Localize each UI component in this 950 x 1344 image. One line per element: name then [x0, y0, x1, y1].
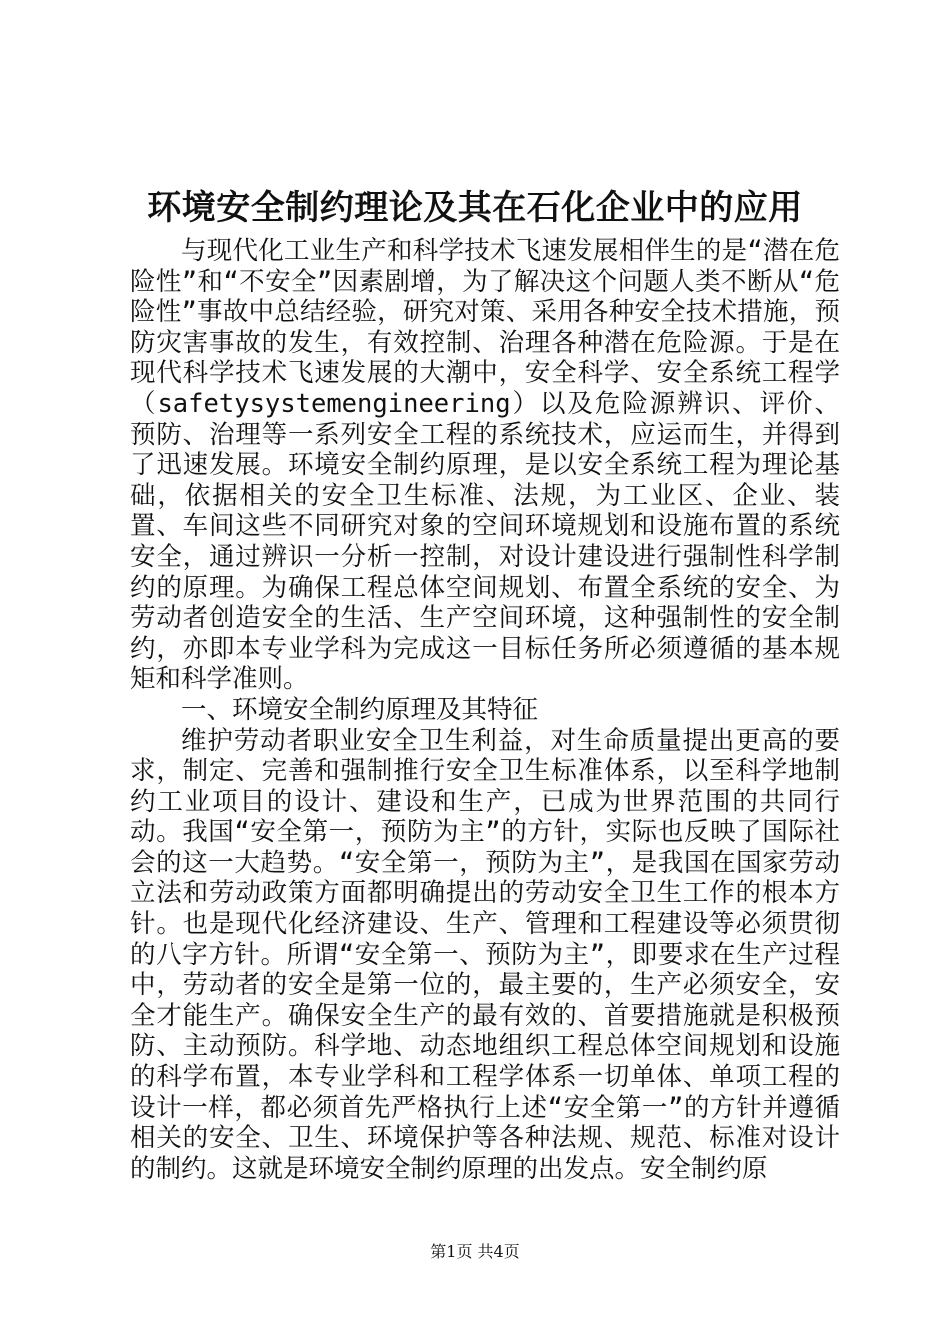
section-heading: 一、环境安全制约原理及其特征 — [181, 694, 539, 725]
page-footer: 第1页 共4页 — [430, 1242, 520, 1261]
paragraph-intro: 与现代化工业生产和科学技术飞速发展相伴生的是“潜在危险性”和“不安全”因素剧增，为了解决这个问题人类不断从“危险性”事故中总结经验，研究对策、采用各种安全技术措施，预防灾害事故的发生，有效控制、治理各种潜在危险源。于是在现代科学技术飞速发展的大潮中，安全科学、安全系统工程学（safetysystemengineering）以及危险源辨识、评价、预防、治理等一系列安全工程的系统技术，应运而生，并得到了迅速发展。环境安全制约原理，是以安全系统工程为理论基础，依据相关的安全卫生标准、法规，为工业区、企业、装置、车间这些不同研究对象的空间环境规划和设施布置的系统安全，通过辨识一分析一控制，对设计建设进行强制性科学制约的原理。为确保工程总体空间规划、布置全系统的安全、为劳动者创造安全的生活、生产空间环境，这种强制性的安全制约，亦即本专业学科为完成这一目标任务所必须遵循的基本规矩和科学准则。 — [130, 236, 840, 695]
paragraph-section-1: 维护劳动者职业安全卫生利益，对生命质量提出更高的要求，制定、完善和强制推行安全卫生标准体系，以至科学地制约工业项目的设计、建设和生产，已成为世界范围的共同行动。我国“安全第一，预防为主”的方针，实际也反映了国际社会的这一大趋势。“安全第一，预防为主”，是我国在国家劳动立法和劳动政策方面都明确提出的劳动安全卫生工作的根本方针。也是现代化经济建设、生产、管理和工程建设等必须贯彻的八字方针。所谓“安全第一、预防为主”，即要求在生产过程中，劳动者的安全是第一位的，最主要的，生产必须安全，安全才能生产。确保安全生产的最有效的、首要措施就是积极预防、主动预防。科学地、动态地组织工程总体空间规划和设施的科学布置，本专业学科和工程学体系一切单体、单项工程的设计一样，都必须首先严格执行上述“安全第一”的方针并遵循相关的安全、卫生、环境保护等各种法规、规范、标准对设计的制约。这就是环境安全制约原理的出发点。安全制约原 — [130, 725, 840, 1184]
document-title: 环境安全制约理论及其在石化企业中的应用 — [147, 188, 803, 228]
document-body — [130, 236, 840, 1184]
